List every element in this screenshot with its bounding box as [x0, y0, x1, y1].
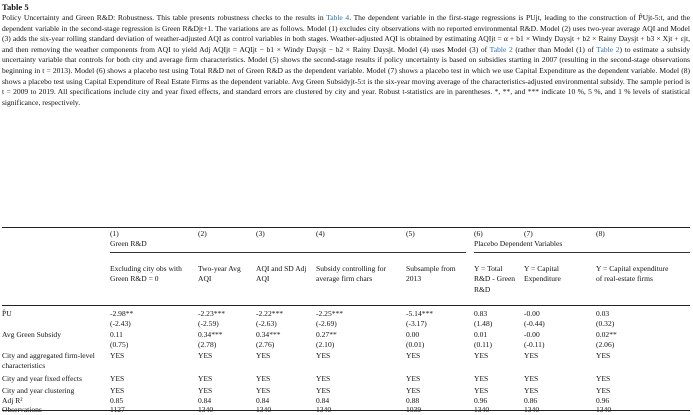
- table-cell: YES: [110, 386, 125, 395]
- table-cell: 1340: [256, 405, 272, 414]
- table-cell: YES: [524, 374, 539, 383]
- table-cell: YES: [596, 386, 611, 395]
- table-cell: 1340: [198, 405, 214, 414]
- table-caption: [2, 13, 690, 108]
- table-cell: YES: [406, 351, 421, 360]
- table-cell: YES: [198, 374, 213, 383]
- caption-text: Policy Uncertainty and Green R&D: Robustness. This table presents robustness checks to the results in: [2, 13, 327, 22]
- row-label: City and year fixed effects: [2, 374, 82, 383]
- column-desc-4: Subsidy controlling for average firm chars: [316, 264, 387, 284]
- table-cell: (2.76): [256, 340, 275, 349]
- row-label: Avg Green Subsidy: [2, 330, 61, 339]
- table-cell: 0.34***: [256, 330, 281, 339]
- table-cell: 0.03: [596, 309, 610, 318]
- table-cell: YES: [110, 374, 125, 383]
- row-label: P̂U: [2, 309, 12, 318]
- table-cell: (0.11): [474, 340, 492, 349]
- table-cell: YES: [406, 386, 421, 395]
- column-desc-3: AQI and SD Adj AQI: [256, 264, 307, 284]
- table-cell: 0.88: [406, 396, 420, 405]
- table-cell: YES: [256, 374, 271, 383]
- column-desc-7: Y = Capital Expenditure: [524, 264, 561, 284]
- table-cell: YES: [256, 386, 271, 395]
- table-cell: 0.84: [198, 396, 212, 405]
- table-reference-link[interactable]: Table 2: [489, 44, 513, 54]
- table-cell: -2.22***: [256, 309, 284, 318]
- table-cell: 1340: [596, 405, 612, 414]
- table-cell: 1340: [524, 405, 540, 414]
- table-reference-link[interactable]: Table 2: [596, 44, 620, 54]
- group-underline-green: [110, 252, 466, 253]
- table-cell: 0.27**: [316, 330, 337, 339]
- table-cell: YES: [316, 374, 331, 383]
- table-cell: (-2.69): [316, 319, 337, 328]
- table-reference-link[interactable]: Table 4: [326, 13, 350, 22]
- row-label: City and year clustering: [2, 386, 75, 395]
- caption-text: ) to estimate a subsidy uncertainty variable that controls for both city and average firm characteristics. Model (5) shows the second-stage results if policy uncertainty is based on subsidies starting in 2007 (resulting in the second-stage observations beginning in t = 2013). Model (6) shows a placebo test using Total R&D net of Green R&D as the dependent variable. Model (7) shows a placebo test in which we use Capital Expenditure as the dependent variable. Model (8) shows a placebo test using Capital Expenditure of Real Estate Firms as the dependent variable. Avg Green Subsidyjt-5:t is the six-year moving average of the characteristics-adjusted environmental subsidy. The sample period is t = 2009 to 2019. All specifications include city and year fixed effects, and standard errors are clustered by city and year. Robust t-statistics are in parentheses. *, **, and *** indicate 10 %, 5 %, and 1 % levels of statistical significance, respectively.: [2, 44, 691, 107]
- table-cell: (2.78): [198, 340, 217, 349]
- table-label: Table 5: [2, 2, 29, 12]
- group-header-placebo: Placebo Dependent Variables: [474, 239, 563, 248]
- table-cell: (-2.43): [110, 319, 131, 328]
- column-number-5: (5): [406, 229, 415, 238]
- row-label: Observations: [2, 405, 42, 414]
- column-desc-1: Excluding city obs with Green R&D = 0: [110, 264, 182, 284]
- column-number-7: (7): [524, 229, 533, 238]
- table-cell: (2.06): [596, 340, 615, 349]
- column-desc-8: Y = Capital expenditure of real-estate firms: [596, 264, 669, 284]
- table-cell: (0.75): [110, 340, 129, 349]
- group-header-green: Green R&D: [110, 239, 147, 248]
- table-cell: (-2.63): [256, 319, 277, 328]
- bottom-rule: [2, 410, 690, 411]
- header-rule: [2, 305, 690, 306]
- table-cell: 0.84: [316, 396, 330, 405]
- table-cell: 0.86: [524, 396, 538, 405]
- table-cell: YES: [596, 374, 611, 383]
- table-cell: YES: [524, 386, 539, 395]
- table-cell: 1127: [110, 405, 125, 414]
- table-cell: (0.01): [406, 340, 425, 349]
- row-label: Adj R²: [2, 396, 23, 405]
- table-cell: 0.00: [406, 330, 420, 339]
- table-cell: YES: [406, 374, 421, 383]
- caption-text: (rather than Model (1) of: [512, 44, 597, 54]
- table-cell: 0.02**: [596, 330, 617, 339]
- column-number-3: (3): [256, 229, 265, 238]
- table-cell: -2.25***: [316, 309, 344, 318]
- table-cell: YES: [198, 386, 213, 395]
- column-desc-5: Subsample from 2013: [406, 264, 456, 284]
- table-cell: 1340: [474, 405, 490, 414]
- table-cell: YES: [110, 351, 125, 360]
- table-cell: YES: [474, 386, 489, 395]
- table-cell: YES: [198, 351, 213, 360]
- table-cell: YES: [524, 351, 539, 360]
- caption-text: . The dependent variable in the first-stage regressions is PUjt, leading to the construction of P̂Ujt-5:t, and the dependent variable in the second-stage regression is Green R&Djt+1. The variations are as follows. Model (1) excludes city observations with no reported environmental R&D. Model (2) uses two-year average AQI and Model (3) adds the six-year rolling standard deviation of weather-adjusted AQI as control variables in both stages. Weather-adjusted AQI is obtained by estimating AQIjt = α + b1 × Windy Daysjt + b2 × Rainy Daysjt + b3 × Xjt + εjt, and then removing the weather components from AQI to yield Adj AQIjt = AQIjt − b1 × Windy Daysjt − b2 × Rainy Daysjt. Model (4) uses Model (3) of: [2, 13, 691, 54]
- table-cell: (2.10): [316, 340, 335, 349]
- table-cell: (1.48): [474, 319, 493, 328]
- table-cell: 1039: [406, 405, 422, 414]
- table-cell: YES: [474, 351, 489, 360]
- table-cell: (-2.59): [198, 319, 219, 328]
- column-desc-2: Two-year Avg AQI: [198, 264, 241, 284]
- table-cell: YES: [474, 374, 489, 383]
- column-number-8: (8): [596, 229, 605, 238]
- table-cell: (-0.44): [524, 319, 545, 328]
- table-cell: -2.98**: [110, 309, 134, 318]
- table-cell: 0.83: [474, 309, 488, 318]
- table-cell: 0.96: [474, 396, 488, 405]
- group-underline-placebo: [474, 252, 690, 253]
- table-cell: (0.32): [596, 319, 615, 328]
- table-cell: YES: [256, 351, 271, 360]
- table-cell: 1340: [316, 405, 332, 414]
- table-cell: YES: [316, 351, 331, 360]
- row-label: City and aggregated firm-level characteristics: [2, 351, 95, 371]
- table-cell: YES: [316, 386, 331, 395]
- column-number-2: (2): [198, 229, 207, 238]
- table-cell: (-0.11): [524, 340, 545, 349]
- table-cell: 0.01: [474, 330, 488, 339]
- table-cell: YES: [596, 351, 611, 360]
- table-cell: 0.11: [110, 330, 123, 339]
- table-cell: 0.85: [110, 396, 124, 405]
- column-number-6: (6): [474, 229, 483, 238]
- table-cell: 0.96: [596, 396, 610, 405]
- table-cell: -0.00: [524, 330, 540, 339]
- table-cell: (-3.17): [406, 319, 427, 328]
- column-desc-6: Y = Total R&D - Green R&D: [474, 264, 516, 294]
- column-number-4: (4): [316, 229, 325, 238]
- table-cell: 0.34***: [198, 330, 223, 339]
- table-cell: -5.14***: [406, 309, 434, 318]
- column-number-1: (1): [110, 229, 119, 238]
- table-cell: 0.84: [256, 396, 270, 405]
- table-cell: -0.00: [524, 309, 540, 318]
- top-rule: [2, 227, 690, 228]
- table-cell: -2.23***: [198, 309, 226, 318]
